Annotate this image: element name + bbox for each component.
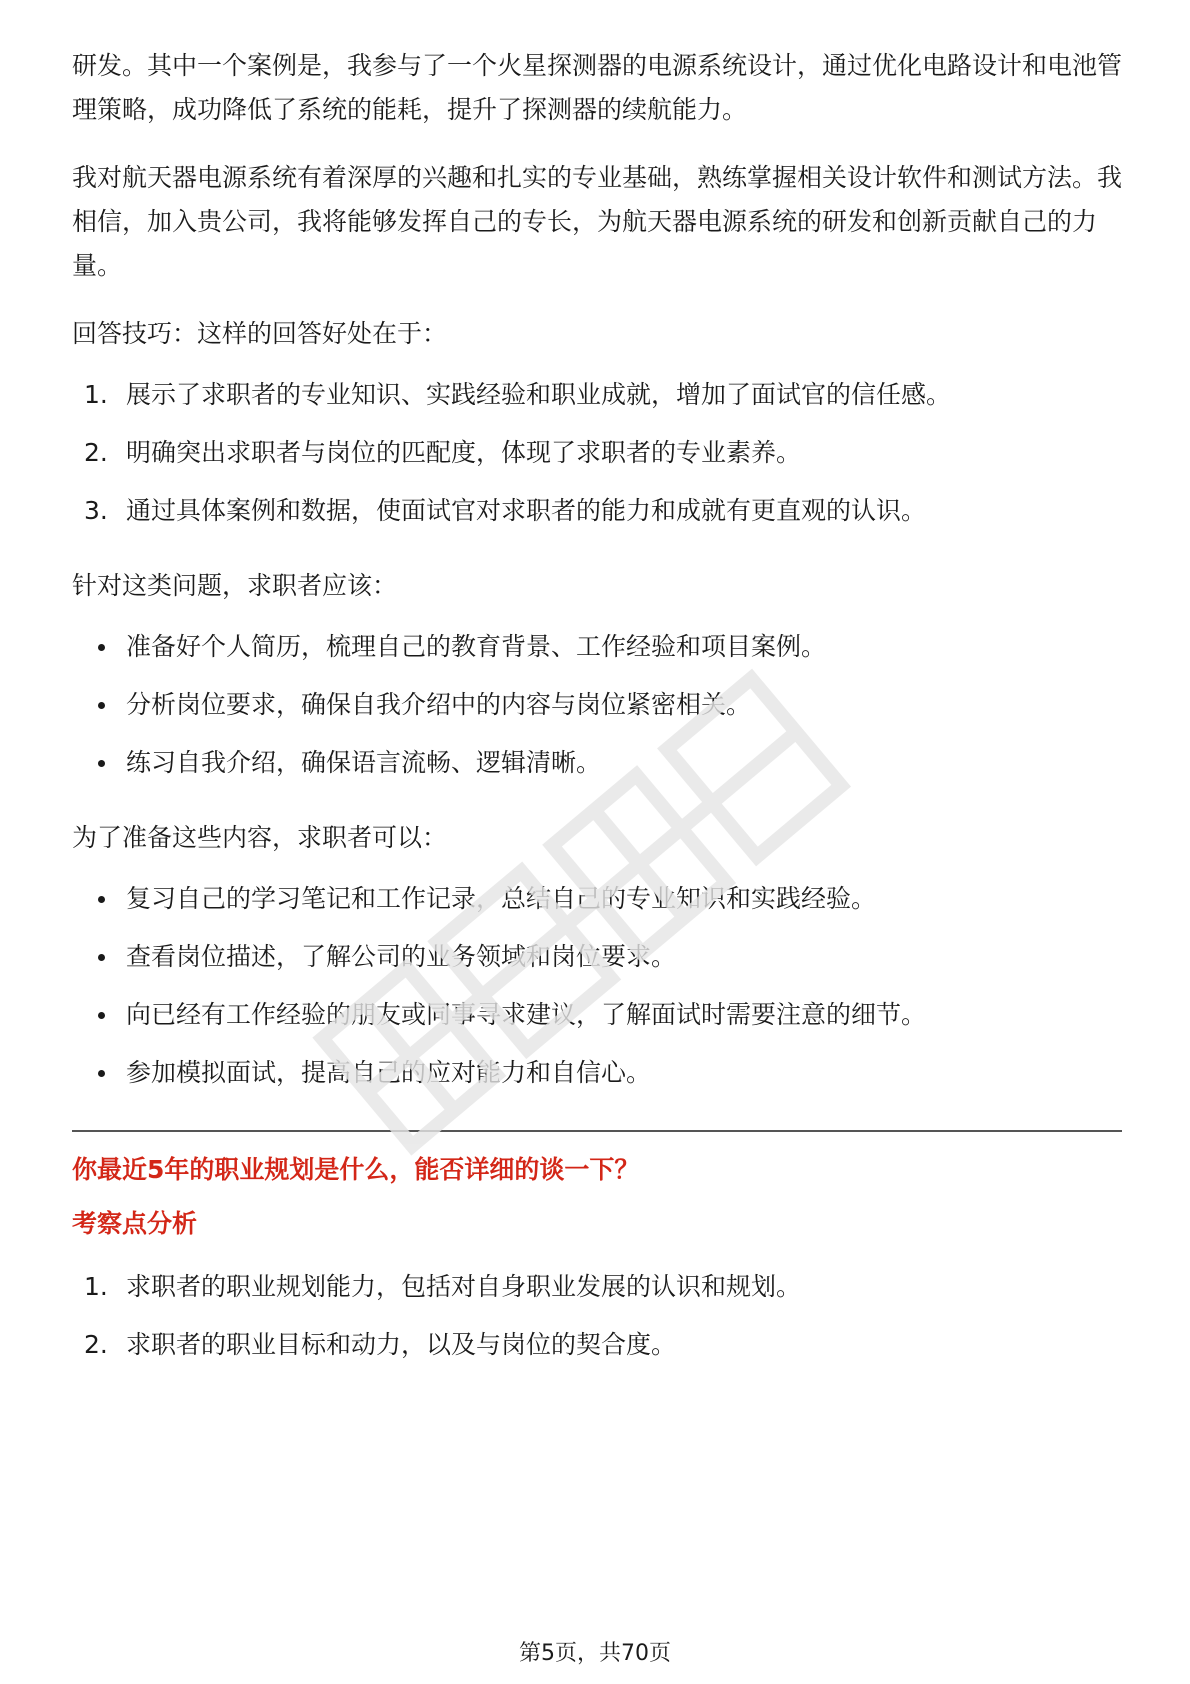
list-item: 分析岗位要求，确保自我介绍中的内容与岗位紧密相关。 bbox=[72, 676, 1122, 734]
page-number: 第5页，共70页 bbox=[519, 1641, 671, 1666]
should-list bbox=[72, 618, 1122, 792]
bullet-icon bbox=[98, 702, 105, 709]
document-body bbox=[72, 44, 1122, 1384]
paragraph-1: 研发。其中一个案例是，我参与了一个火星探测器的电源系统设计，通过优化电路设计和电池管理策略，成功降低了系统的能耗，提升了探测器的续航能力。 bbox=[72, 51, 1123, 124]
bullet-icon bbox=[98, 644, 105, 651]
list-item: 查看岗位描述，了解公司的业务领域和岗位要求。 bbox=[72, 928, 1122, 986]
should-heading: 针对这类问题，求职者应该： bbox=[72, 571, 398, 600]
list-item: 1. 求职者的职业规划能力，包括对自身职业发展的认识和规划。 bbox=[84, 1272, 802, 1301]
list-item: 复习自己的学习笔记和工作记录，总结自己的专业知识和实践经验。 bbox=[72, 870, 1122, 928]
list-item: 1. 展示了求职者的专业知识、实践经验和职业成就，增加了面试官的信任感。 bbox=[84, 380, 952, 409]
tips-heading: 回答技巧：这样的回答好处在于： bbox=[72, 319, 448, 348]
analysis-list bbox=[72, 1258, 1122, 1374]
list-item: 2. 明确突出求职者与岗位的匹配度，体现了求职者的专业素养。 bbox=[84, 438, 802, 467]
analysis-heading: 考察点分析 bbox=[72, 1209, 198, 1238]
bullet-icon bbox=[98, 760, 105, 767]
bullet-icon bbox=[98, 1070, 105, 1077]
list-item: 准备好个人简历，梳理自己的教育背景、工作经验和项目案例。 bbox=[72, 618, 1122, 676]
question-heading: 你最近5年的职业规划是什么，能否详细的谈一下？ bbox=[72, 1155, 640, 1184]
bullet-icon bbox=[98, 896, 105, 903]
list-item: 向已经有工作经验的朋友或同事寻求建议，了解面试时需要注意的细节。 bbox=[72, 986, 1122, 1044]
prepare-list bbox=[72, 870, 1122, 1102]
paragraph-2: 我对航天器电源系统有着深厚的兴趣和扎实的专业基础，熟练掌握相关设计软件和测试方法。我相信，加入贵公司，我将能够发挥自己的专长，为航天器电源系统的研发和创新贡献自己的力量。 bbox=[72, 163, 1123, 280]
list-item: 2. 求职者的职业目标和动力，以及与岗位的契合度。 bbox=[84, 1330, 677, 1359]
list-item: 3. 通过具体案例和数据，使面试官对求职者的能力和成就有更直观的认识。 bbox=[84, 496, 927, 525]
bullet-icon bbox=[98, 954, 105, 961]
prepare-heading: 为了准备这些内容，求职者可以： bbox=[72, 823, 448, 852]
section-divider bbox=[72, 1130, 1122, 1132]
list-item: 练习自我介绍，确保语言流畅、逻辑清晰。 bbox=[72, 734, 1122, 792]
tips-list bbox=[72, 366, 1122, 540]
list-item: 参加模拟面试，提高自己的应对能力和自信心。 bbox=[72, 1044, 1122, 1102]
bullet-icon bbox=[98, 1012, 105, 1019]
